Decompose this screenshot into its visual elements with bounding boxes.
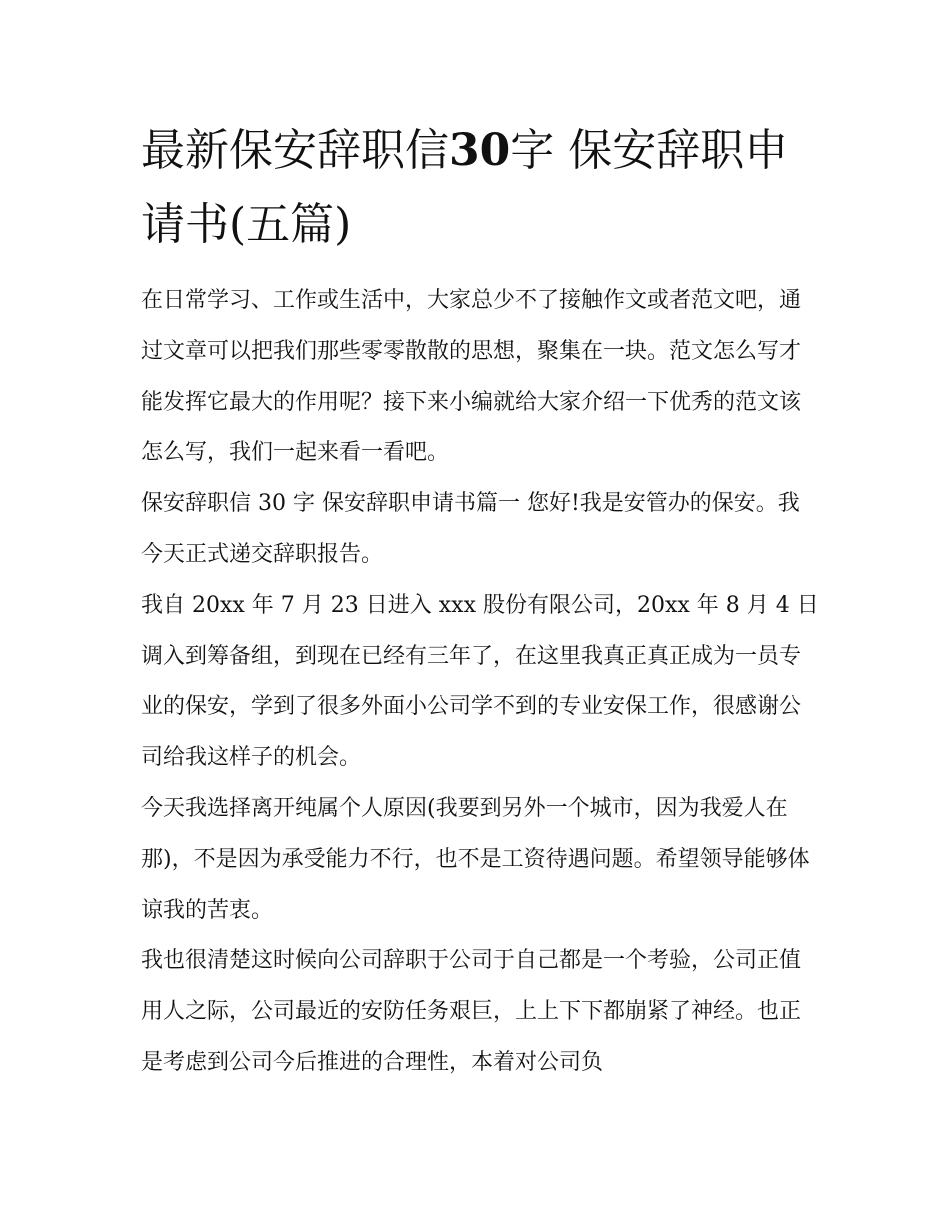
- paragraph-consideration: 我也很清楚这时候向公司辞职于公司于自己都是一个考验，公司正值用人之际，公司最近的安防任务艰巨，上上下下都崩紧了神经。也正是考虑到公司今后推进的合理性，本着对公司负: [141, 948, 802, 1075]
- paragraph-history: 我自 20xx 年 7 月 23 日进入 xxx 股份有限公司，20xx 年 8 月 4 日调入到筹备组，到现在已经有三年了，在这里我真正真正成为一员专业的保安，学到了很多外面小公司学不到的专业安保工作，很感谢公司给我这样子的机会。: [141, 592, 819, 771]
- title-part-1: 最新保安辞职信: [141, 125, 449, 176]
- title-number: 30: [449, 125, 511, 176]
- title-part-2: 字 保安辞职申请书(五篇): [141, 125, 789, 250]
- document-body: [141, 276, 821, 1089]
- paragraph-greeting: 保安辞职信 30 字 保安辞职申请书篇一 您好!我是安管办的保安。我今天正式递交辞职报告。: [141, 491, 800, 567]
- document-title: [141, 114, 831, 262]
- paragraph-intro: 在日常学习、工作或生活中，大家总少不了接触作文或者范文吧，通过文章可以把我们那些零零散散的思想，聚集在一块。范文怎么写才能发挥它最大的作用呢？接下来小编就给大家介绍一下优秀的范文该怎么写，我们一起来看一看吧。: [141, 288, 802, 466]
- paragraph-reason: 今天我选择离开纯属个人原因(我要到另外一个城市，因为我爱人在那)，不是因为承受能力不行，也不是工资待遇问题。希望领导能够体谅我的苦衷。: [141, 795, 810, 923]
